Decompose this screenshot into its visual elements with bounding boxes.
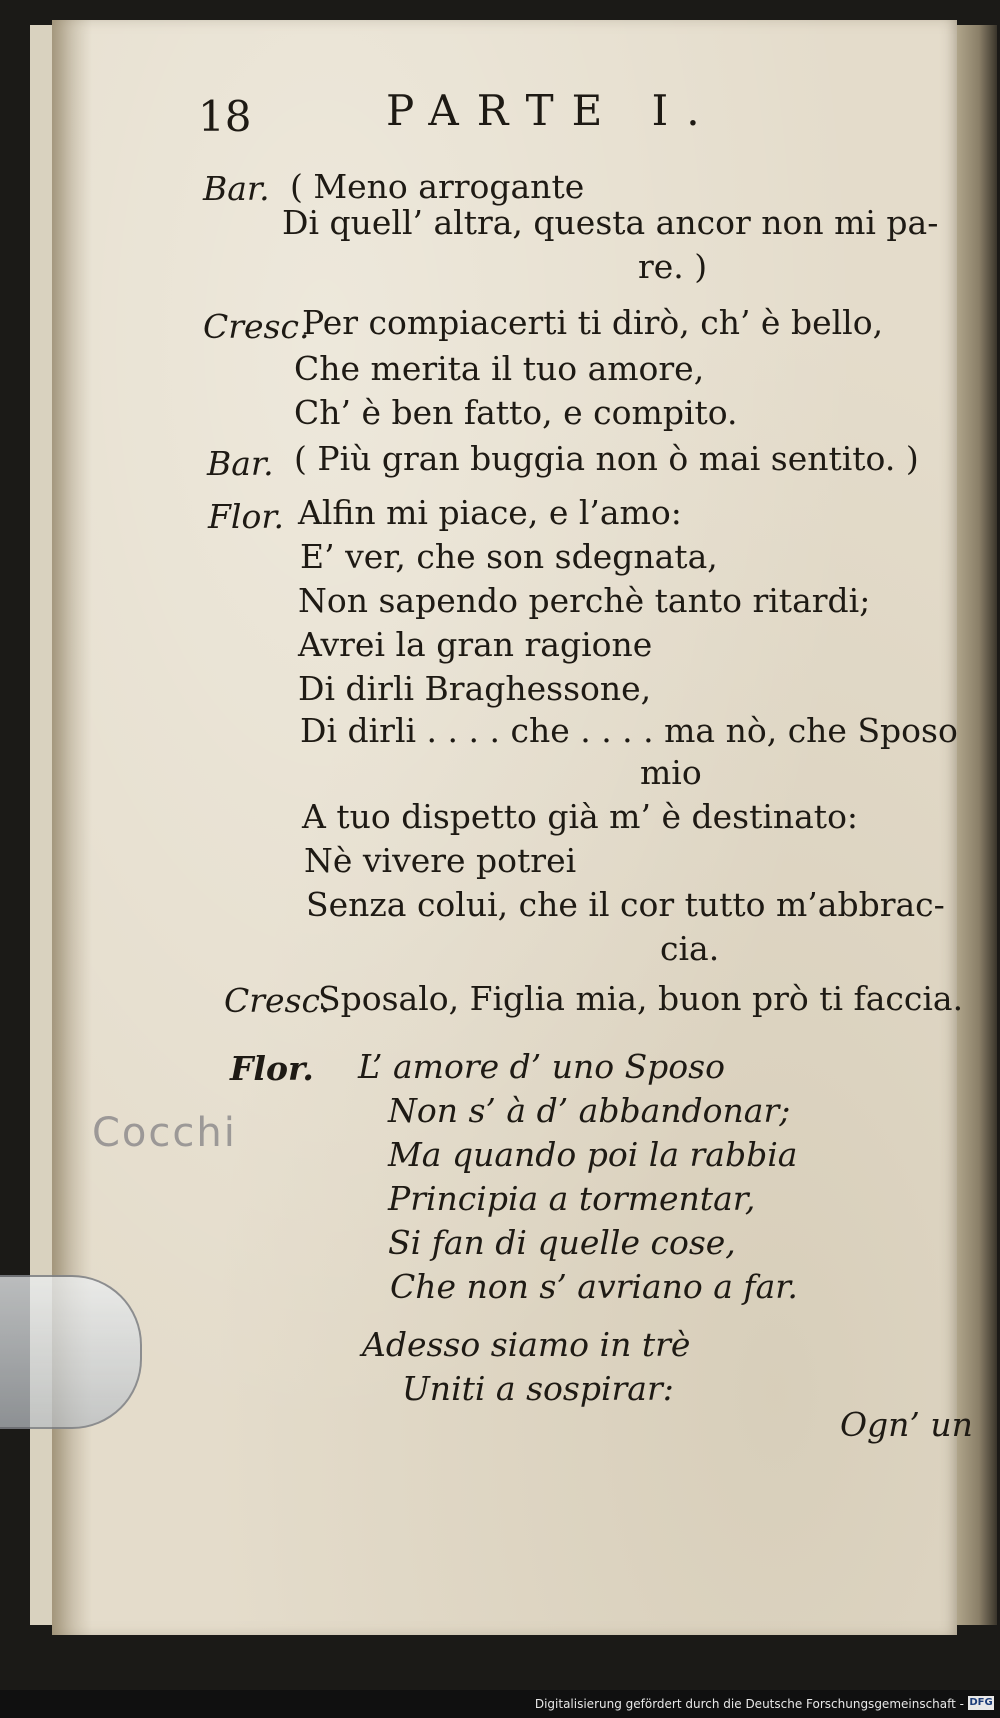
verse-line: Senza colui, che il cor tutto m’abbrac-	[306, 885, 945, 924]
pencil-margin-note: Cocchi	[92, 1110, 237, 1156]
aria-line: Ma quando poi la rabbia	[388, 1135, 798, 1174]
aria-line: Uniti a sospirar:	[402, 1369, 674, 1408]
speaker-label: Cresc.	[224, 981, 331, 1020]
digitization-credit: Digitalisierung gefördert durch die Deutsche Forschungsgemeinschaft -	[534, 1697, 964, 1711]
verse-line: re. )	[638, 247, 708, 286]
verse-line: E’ ver, che son sdegnata,	[300, 537, 718, 576]
verse-line: ( Meno arrogante	[290, 167, 585, 206]
verse-line: mio	[640, 753, 702, 792]
verse-line: ( Più gran buggia non ò mai sentito. )	[294, 439, 919, 478]
catchword: Ogn’ un	[840, 1405, 973, 1444]
page-number: 18	[198, 92, 252, 141]
speaker-label: Bar.	[203, 169, 270, 208]
verse-line: cia.	[660, 929, 720, 968]
verse-line: Di dirli . . . . che . . . . ma nò, che Sposo	[300, 711, 958, 750]
aria-line: Si fan di quelle cose,	[388, 1223, 736, 1262]
book-clip	[0, 1275, 142, 1429]
aria-line: Adesso siamo in trè	[362, 1325, 691, 1364]
aria-line: Che non s’ avriano a far.	[390, 1267, 798, 1306]
aria-line: Non s’ à d’ abbandonar;	[388, 1091, 791, 1130]
speaker-label: Flor.	[230, 1049, 314, 1088]
verse-line: Che merita il tuo amore,	[294, 349, 705, 388]
speaker-label: Bar.	[207, 444, 274, 483]
verse-line: Ch’ è ben fatto, e compito.	[294, 393, 738, 432]
verse-line: Di dirli Braghessone,	[298, 669, 652, 708]
speaker-label: Flor.	[208, 497, 284, 536]
dfg-logo: DFG	[969, 1697, 993, 1708]
verse-line: Avrei la gran ragione	[298, 625, 653, 664]
verse-line: Alfin mi piace, e l’amo:	[298, 493, 682, 532]
verse-line: Sposalo, Figlia mia, buon prò ti faccia.	[318, 979, 964, 1018]
running-head: PARTE I.	[386, 86, 718, 135]
verse-line: Per compiacerti ti dirò, ch’ è bello,	[302, 303, 884, 342]
verse-line: Nè vivere potrei	[304, 841, 577, 880]
aria-line: Principia a tormentar,	[388, 1179, 756, 1218]
aria-line: L’ amore d’ uno Sposo	[358, 1047, 725, 1086]
verse-line: Non sapendo perchè tanto ritardi;	[298, 581, 871, 620]
speaker-label: Cresc.	[203, 307, 310, 346]
verse-line: Di quell’ altra, questa ancor non mi pa-	[282, 203, 939, 242]
verse-line: A tuo dispetto già m’ è destinato:	[302, 797, 859, 836]
page-edge-shadow	[952, 25, 997, 1625]
